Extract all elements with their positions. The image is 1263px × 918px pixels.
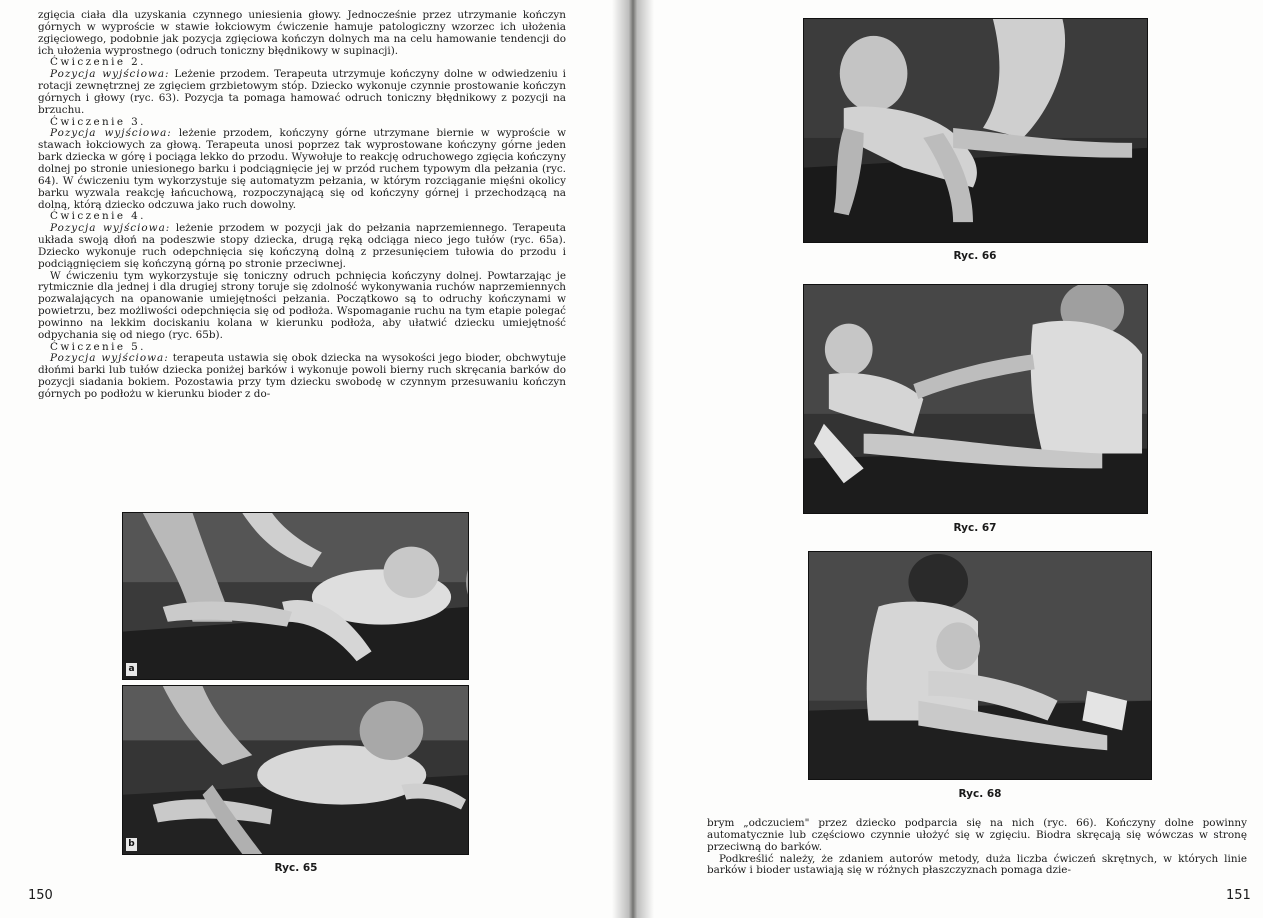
photo-illustration [804, 285, 1147, 513]
sub-figure-label: b [126, 838, 137, 851]
exercise-heading: Ćwiczenie 4. [50, 210, 146, 223]
sub-figure-label: a [126, 663, 137, 676]
figure-caption: Ryc. 68 [958, 788, 1002, 800]
right-text-column [707, 818, 1247, 877]
page-number: 151 [1226, 888, 1251, 903]
photo-illustration [809, 552, 1151, 779]
page-number: 150 [28, 888, 53, 903]
figure-65a-photo [122, 512, 469, 680]
paragraph [38, 353, 566, 400]
figure-caption: Ryc. 66 [953, 250, 997, 262]
paragraph: zgięcia ciała dla uzyskania czynnego uniesienia głowy. Jednocześnie przez utrzymanie kończyn górnych w wyproście w stawie łokciowym ćwiczenie hamuje patologiczny wzorzec ich ułożenia zgięciowego, podobnie jak pozycja zgięciowa kończyn dolnych ma na celu hamowanie tendencji do ich ułożenia wyprostnego (odruch toniczny błędnikowy w supinacji). [38, 9, 566, 57]
paragraph: Podkreślić należy, że zdaniem autorów metody, duża liczba ćwiczeń skrętnych, w których linie barków i bioder ustawiają się w różnych płaszczyznach pomaga dzie- [707, 852, 1247, 877]
paragraph [38, 128, 566, 211]
figure-caption: Ryc. 67 [953, 522, 997, 534]
figure-66-photo [803, 18, 1148, 243]
paragraph-text: Leżenie przodem. Terapeuta utrzymuje kończyny dolne w odwiedzeniu i rotacji zewnętrznej ze zgięciem grzbietowym stóp. Dziecko wykonuje czynnie prostowanie kończyn górnych i głowy (ryc. 63). Pozycja ta pomaga hamować odruch toniczny błędnikowy z pozycji na brzuchu. [38, 68, 567, 116]
exercise-heading: Ćwiczenie 5. [50, 340, 146, 353]
exercise-heading: Ćwiczenie 2. [50, 56, 146, 69]
figure-68-photo [808, 551, 1152, 780]
left-text-column [38, 10, 566, 401]
photo-illustration [804, 19, 1147, 242]
paragraph [38, 223, 566, 270]
start-position-label: Pozycja wyjściowa: [50, 352, 169, 365]
figure-65b-photo [122, 685, 469, 855]
paragraph: W ćwiczeniu tym wykorzystuje się toniczny odruch pchnięcia kończyny dolnej. Powtarzając je rytmicznie dla jednej i dla drugiej strony toruje się zdolność wykonywania ruchów naprzemiennych pozwalających na opanowanie umiejętności pełzania. Początkowo są to odruchy kończynami w powietrzu, bez możliwości odepchnięcia się od podłoża. Wspomaganie ruchu na tym etapie polegać powinno na lekkim dociskaniu kolana w kierunku podłoża, aby ułatwić dziecku umiejętność odpychania się od niego (ryc. 65b). [38, 269, 566, 341]
paragraph [38, 69, 566, 116]
paragraph-text: terapeuta ustawia się obok dziecka na wysokości jego bioder, obchwytuje dłońmi barki lub tułów dziecka poniżej barków i wykonuje powoli bierny ruch skręcania barków do pozycji siadania bokiem. Pozostawia przy tym dziecku swobodę w czynnym przesuwaniu kończyn górnych po podłożu w kierunku bioder z do- [38, 352, 567, 400]
start-position-label: Pozycja wyjściowa: [50, 68, 170, 81]
figure-caption: Ryc. 65 [274, 862, 318, 874]
paragraph-text: leżenie przodem, kończyny górne utrzymane biernie w wyproście w stawach łokciowych za głową. Terapeuta unosi poprzez tak wyprostowane kończyny górne jeden bark dziecka w górę i pociąga lekko do przodu. Wywołuje to reakcję odruchowego zgięcia kończyny dolnej po stronie uniesionego barku i podciągnięcie jej w przód ruchem typowym dla pełzania (ryc. 64). W ćwiczeniu tym wykorzystuje się automatyzm pełzania, w którym rozciąganie mięśni okolicy barku wyzwala reakcję łańcuchową, rozpoczynającą się od kończyny górnej i przechodzącą na dolną, którą dziecko odczuwa jako ruch dowolny. [38, 127, 566, 211]
exercise-heading: Ćwiczenie 3. [50, 115, 146, 128]
photo-illustration [123, 513, 468, 679]
photo-illustration [123, 686, 468, 854]
paragraph: brym „odczuciem" przez dziecko podparcia się na nich (ryc. 66). Kończyny dolne powinny automatycznie lub częściowo czynnie ułożyć się w zgięciu. Biodra skręcają się wówczas w stronę przeciwną do barków. [707, 817, 1247, 853]
start-position-label: Pozycja wyjściowa: [50, 222, 171, 235]
paragraph-text: leżenie przodem w pozycji jak do pełzania naprzemiennego. Terapeuta układa swoją dłoń na podeszwie stopy dziecka, drugą ręką odciąga nieco jego tułów (ryc. 65a). Dziecko wykonuje ruch odepchnięcia się kończyną dolną z przesunięciem tułowia do przodu i podciągnięciem się kończyną górną po stronie przeciwnej. [38, 222, 566, 270]
right-page [632, 0, 1263, 918]
start-position-label: Pozycja wyjściowa: [50, 127, 172, 140]
figure-67-photo [803, 284, 1148, 514]
